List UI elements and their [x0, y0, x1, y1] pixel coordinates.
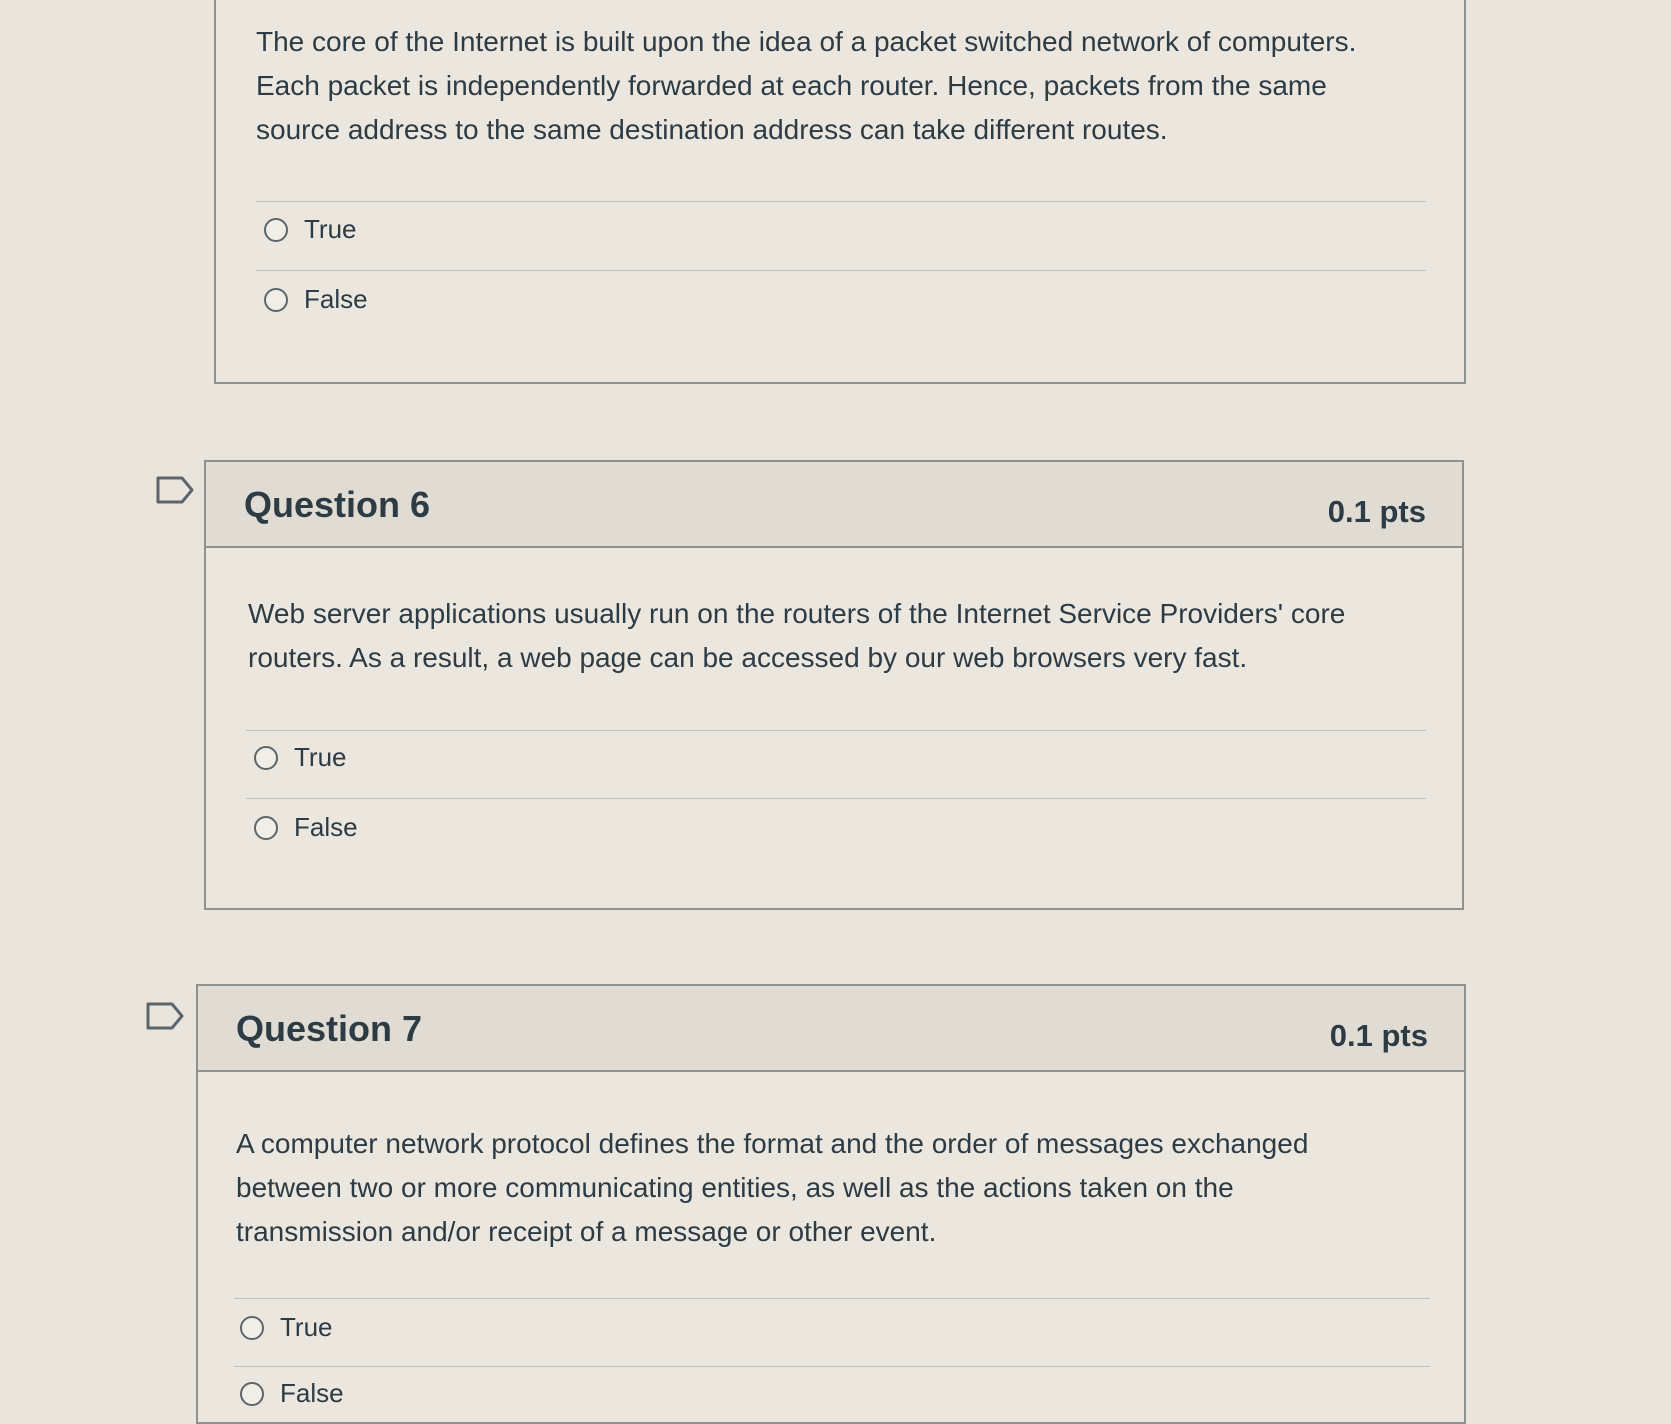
question-5-card [214, 0, 1466, 384]
question-6-answer-false[interactable] [254, 812, 358, 843]
answer-divider [246, 798, 1426, 799]
answer-label-false: False [304, 284, 368, 314]
question-title: Question 7 [236, 1008, 423, 1049]
flag-question-icon[interactable] [156, 476, 194, 504]
answer-divider [234, 1298, 1430, 1299]
radio-unselected-icon[interactable] [240, 1316, 264, 1340]
answer-label-false: False [294, 812, 358, 842]
question-title: Question 6 [244, 484, 431, 525]
answer-label-true: True [294, 742, 347, 772]
answer-divider [256, 270, 1426, 271]
question-5-answer-false[interactable] [264, 284, 368, 315]
question-7-card [196, 984, 1466, 1424]
radio-unselected-icon[interactable] [264, 218, 288, 242]
question-7-text: A computer network protocol defines the format and the order of messages exchanged between two or more communicating entities, as well as the actions taken on the transmission and/or receipt of a message or other event. [236, 1128, 1309, 1247]
question-6-answer-true[interactable] [254, 742, 347, 773]
question-6-header [206, 462, 1462, 548]
answer-divider [234, 1366, 1430, 1367]
question-points: 0.1 pts [1327, 494, 1426, 529]
answer-label-false: False [280, 1378, 344, 1408]
radio-unselected-icon[interactable] [254, 746, 278, 770]
question-7-answer-true[interactable] [240, 1312, 333, 1343]
question-6-card [204, 460, 1464, 910]
radio-unselected-icon[interactable] [264, 288, 288, 312]
question-points: 0.1 pts [1329, 1018, 1428, 1053]
question-7-answer-false[interactable] [240, 1378, 344, 1409]
answer-label-true: True [304, 214, 357, 244]
flag-question-icon[interactable] [146, 1002, 184, 1030]
question-6-text: Web server applications usually run on the routers of the Internet Service Providers' core routers. As a result, a web page can be accessed by our web browsers very fast. [248, 598, 1346, 673]
answer-label-true: True [280, 1312, 333, 1342]
answer-divider [256, 201, 1426, 202]
answer-divider [246, 730, 1426, 731]
radio-unselected-icon[interactable] [240, 1382, 264, 1406]
question-7-header [198, 986, 1464, 1072]
question-5-text: The core of the Internet is built upon the idea of a packet switched network of computers. Each packet is independently forwarded at each router. Hence, packets from the same source address to the same destination address can take different routes. [256, 26, 1357, 145]
question-5-answer-true[interactable] [264, 214, 357, 245]
radio-unselected-icon[interactable] [254, 816, 278, 840]
